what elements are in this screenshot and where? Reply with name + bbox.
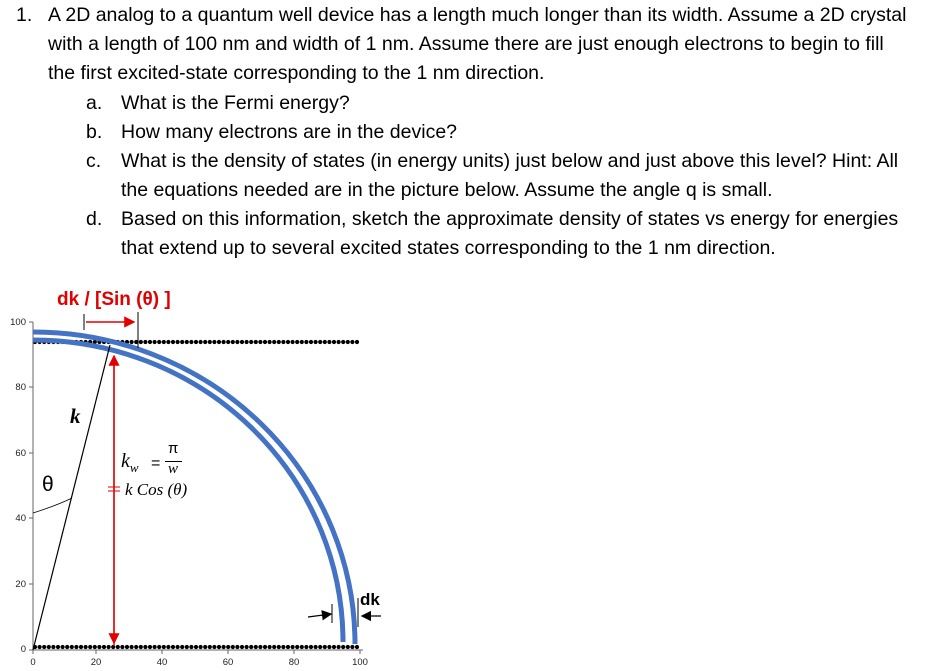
k-state-dot (355, 645, 359, 649)
k-state-dot (254, 340, 258, 344)
k-state-dot (295, 340, 299, 344)
part-b-text: How many electrons are in the device? (121, 121, 458, 143)
x-tick-80: 80 (288, 657, 300, 668)
k-state-dot (88, 645, 92, 649)
k-state-dot (162, 340, 166, 344)
k-state-dot (272, 340, 276, 344)
k-state-dot (226, 340, 230, 344)
y-tick-20: 20 (15, 579, 26, 590)
x-tick-20: 20 (90, 657, 102, 668)
k-state-dot (70, 645, 74, 649)
kw-pi: π (168, 440, 179, 457)
k-state-dot (61, 645, 65, 649)
k-state-dot (208, 340, 212, 344)
k-state-dot (51, 645, 55, 649)
y-tick-0: 0 (20, 644, 26, 655)
k-state-dot (130, 340, 134, 344)
dk-arrow-right (308, 614, 331, 617)
k-state-dot (125, 645, 129, 649)
k-state-dot (143, 645, 147, 649)
k-state-dot (254, 645, 258, 649)
x-tick-100: 100 (352, 657, 368, 668)
k-state-dot (327, 645, 331, 649)
k-label: k (70, 404, 81, 428)
k-state-dot (171, 645, 175, 649)
k-state-dot (249, 340, 253, 344)
part-a-letter: a. (86, 92, 103, 114)
intro-line-1: A 2D analog to a quantum well device has a length much longer than its width. Assume a 2D crystal (48, 4, 907, 26)
k-state-dot (291, 340, 295, 344)
k-state-dot (309, 645, 313, 649)
k-state-dot (171, 340, 175, 344)
k-state-dot (212, 340, 216, 344)
k-state-dot (222, 645, 226, 649)
k-state-dot (203, 340, 207, 344)
k-state-dot (337, 645, 341, 649)
k-state-dot (281, 645, 285, 649)
k-state-dot (157, 340, 161, 344)
kw-label: $k_w$ (121, 450, 139, 475)
k-state-dot (139, 645, 143, 649)
k-state-dot (102, 645, 106, 649)
k-state-dot (217, 340, 221, 344)
kw-equals: = (151, 455, 161, 472)
k-state-dot (226, 645, 230, 649)
k-state-dot (79, 645, 83, 649)
k-state-dot (245, 645, 249, 649)
k-state-dot (176, 645, 180, 649)
k-state-dot (286, 340, 290, 344)
dk-label: dk (360, 590, 380, 609)
k-state-dot (56, 645, 60, 649)
k-state-dot (318, 645, 322, 649)
k-state-dot (93, 645, 97, 649)
k-state-dot (189, 645, 193, 649)
k-state-dot (263, 645, 267, 649)
x-axis (33, 650, 363, 654)
k-state-dot (268, 645, 272, 649)
k-state-dot (199, 340, 203, 344)
k-state-dot (42, 645, 46, 649)
k-state-dot (272, 645, 276, 649)
k-state-dot (157, 645, 161, 649)
k-state-dot (217, 645, 221, 649)
k-state-dot (291, 645, 295, 649)
k-state-dot (327, 340, 331, 344)
k-state-dot (231, 340, 235, 344)
k-state-dot (332, 340, 336, 344)
k-state-dot (194, 645, 198, 649)
k-state-dot (148, 645, 152, 649)
k-state-dot (304, 645, 308, 649)
k-state-dot (337, 340, 341, 344)
k-state-dot (185, 340, 189, 344)
k-state-dot (134, 645, 138, 649)
k-state-dot (194, 340, 198, 344)
k-state-dot (162, 645, 166, 649)
kcos-label: k Cos (θ) (125, 480, 188, 499)
y-tick-60: 60 (15, 448, 26, 459)
k-state-dot (295, 645, 299, 649)
k-vector-line (33, 345, 110, 650)
k-state-dot (300, 340, 304, 344)
part-c-letter: c. (86, 150, 102, 172)
k-state-dot (350, 340, 354, 344)
k-state-dot (332, 645, 336, 649)
k-state-dot (199, 645, 203, 649)
k-state-dot (65, 645, 69, 649)
k-state-dot (222, 340, 226, 344)
k-state-dot (286, 645, 290, 649)
y-axis (29, 322, 33, 650)
intro-line-3: the first excited-state corresponding to the 1 nm direction. (48, 62, 545, 84)
k-state-dot (300, 645, 304, 649)
part-c-text-1: What is the density of states (in energy units) just below and just above this level? Hint: All (121, 150, 899, 172)
k-state-dot (189, 340, 193, 344)
k-state-dot (323, 340, 327, 344)
k-state-dot (281, 340, 285, 344)
part-d-text-2: that extend up to several excited states corresponding to the 1 nm direction. (121, 237, 776, 259)
x-tick-60: 60 (222, 657, 234, 668)
k-state-dot (208, 645, 212, 649)
k-state-dot (139, 340, 143, 344)
theta-angle-arc (33, 498, 72, 513)
part-d-text-1: Based on this information, sketch the approximate density of states vs energy for energies (121, 208, 899, 230)
k-state-dot (341, 340, 345, 344)
k-state-dot (180, 645, 184, 649)
k-state-dot (153, 340, 157, 344)
y-tick-100: 100 (10, 317, 26, 328)
k-state-dot (268, 340, 272, 344)
k-state-dot (235, 645, 239, 649)
dk-sin-label: dk / [Sin (θ) ] (57, 289, 171, 310)
k-state-dot (240, 340, 244, 344)
k-state-dot (166, 645, 170, 649)
k-state-dot (203, 645, 207, 649)
inner-energy-arc (33, 340, 343, 642)
k-state-dot (74, 645, 78, 649)
k-state-dot (346, 645, 350, 649)
problem-number: 1. (16, 4, 33, 26)
outer-energy-arc (33, 332, 355, 644)
k-state-dot (97, 645, 101, 649)
part-a-text: What is the Fermi energy? (121, 92, 350, 114)
part-b-letter: b. (86, 121, 103, 143)
k-state-dot (231, 645, 235, 649)
k-state-dot (309, 340, 313, 344)
k-state-dot (120, 645, 124, 649)
k-state-dot (148, 340, 152, 344)
k-state-dot (212, 645, 216, 649)
part-d-letter: d. (86, 208, 103, 230)
x-tick-40: 40 (156, 657, 168, 668)
k-state-dot (176, 340, 180, 344)
k-state-dot (350, 645, 354, 649)
k-state-dot (143, 340, 147, 344)
k-state-dot (47, 645, 51, 649)
x-tick-0: 0 (30, 657, 36, 668)
k-state-dot (185, 645, 189, 649)
k-state-dot (355, 340, 359, 344)
k-state-dot (277, 645, 281, 649)
k-state-dot (153, 645, 157, 649)
k-state-dot (107, 645, 111, 649)
y-tick-80: 80 (15, 382, 26, 393)
k-state-dot (258, 340, 262, 344)
kw-w: w (168, 461, 179, 477)
k-state-dot (304, 340, 308, 344)
k-state-dot (318, 340, 322, 344)
k-state-dot (249, 645, 253, 649)
k-state-dot (240, 645, 244, 649)
k-state-dot (346, 340, 350, 344)
k-state-dot (263, 340, 267, 344)
k-state-dot (314, 340, 318, 344)
k-state-dot (84, 645, 88, 649)
k-state-dot (180, 340, 184, 344)
k-state-dot (323, 645, 327, 649)
k-state-dot (341, 645, 345, 649)
k-state-dot (166, 340, 170, 344)
k-state-dot (38, 645, 42, 649)
intro-line-2: with a length of 100 nm and width of 1 nm. Assume there are just enough electrons to begin to fill (48, 33, 884, 55)
theta-label: θ (42, 473, 54, 496)
k-state-dot (258, 645, 262, 649)
k-state-dot (245, 340, 249, 344)
part-c-text-2: the equations needed are in the picture below. Assume the angle q is small. (121, 179, 773, 201)
k-state-dot (277, 340, 281, 344)
y-tick-40: 40 (15, 513, 26, 524)
k-state-dot (130, 645, 134, 649)
k-state-dot (235, 340, 239, 344)
k-state-dot (314, 645, 318, 649)
k-state-dot (116, 645, 120, 649)
